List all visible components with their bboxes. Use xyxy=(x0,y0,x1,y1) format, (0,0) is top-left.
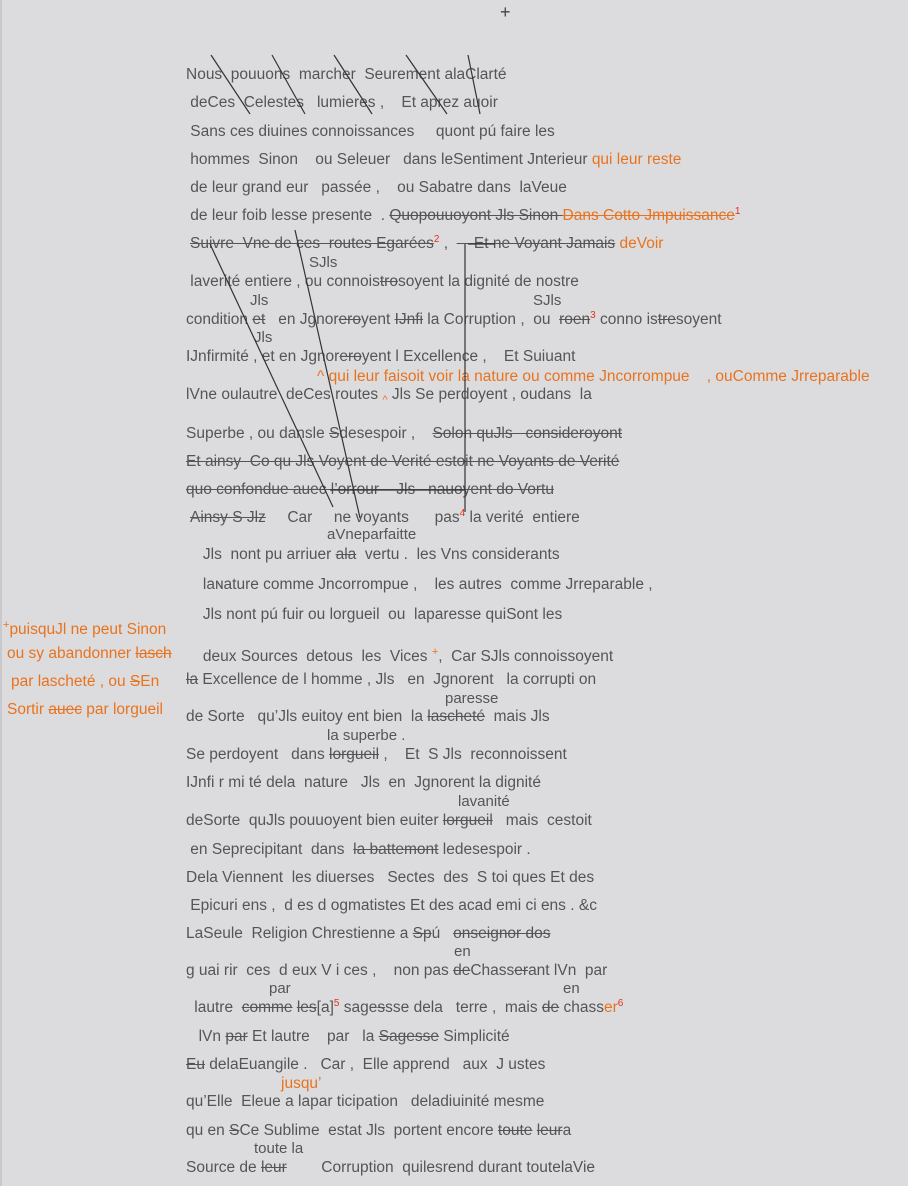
long-diagonal-stroke xyxy=(210,244,333,507)
note-number: 3 xyxy=(590,309,596,321)
note-number: 5 xyxy=(333,997,340,1009)
text-run: hommes Sinon ou Seleuer dans leSentiment Jnterieur xyxy=(186,151,592,168)
deleted-text: les xyxy=(296,999,317,1016)
text-run: en Seprecipitant dans xyxy=(186,841,354,858)
margin-text: ou sy abandonner xyxy=(7,645,136,662)
text-run: lVn xyxy=(190,1028,226,1045)
superscript-insert: aVneparfaitte xyxy=(327,526,417,543)
deleted-text: er xyxy=(514,962,529,979)
text-run: dela xyxy=(204,1056,239,1073)
note-number: 6 xyxy=(617,997,624,1009)
insertion-mark: + xyxy=(431,646,439,658)
text-run: Et lautre par la xyxy=(247,1028,379,1045)
text-run: LaSeule Religion Chrestienne a xyxy=(186,925,413,942)
deleted-text: ero xyxy=(338,311,361,328)
insertion-text: deVoir xyxy=(615,235,664,252)
diagonal-stroke xyxy=(211,55,250,114)
deleted-text: lorgueil xyxy=(329,746,380,763)
deleted-text: Quopouuoyont Jls Sinon xyxy=(389,207,563,224)
deleted-text: Solon quJls consideroyont xyxy=(432,425,623,442)
text-run: de leur foib lesse presente . xyxy=(186,207,390,224)
text-line-3: Sans ces diuines connoissances quont pú faire les xyxy=(186,123,555,140)
deleted-text: roen xyxy=(559,311,591,328)
superscript-insert: en xyxy=(454,943,471,960)
deleted-text: s xyxy=(377,999,386,1016)
text-line-18: Jls nont pú fuir ou lorgueil ou laparesse quiSont les xyxy=(190,606,563,623)
caret-mark: ^ xyxy=(382,394,388,407)
text-run: yent xyxy=(360,311,395,328)
deleted-text: S xyxy=(229,1122,240,1139)
text-run: [a] xyxy=(316,999,334,1016)
text-run: mais Jls xyxy=(485,708,550,725)
text-run: chass xyxy=(559,999,604,1016)
deleted-text: Suivre Vne de ces routes Egarées xyxy=(190,235,434,252)
text-line-1: Nous pouuons marcher Seurement alaClarté xyxy=(186,66,507,83)
deleted-text: lorgueil xyxy=(442,812,493,829)
insertion-text: qui leur reste xyxy=(591,151,682,168)
superscript-insert: la superbe . xyxy=(327,727,406,744)
note-number: 1 xyxy=(734,205,741,217)
deleted-text: Eu xyxy=(186,1056,205,1073)
text-run: qu en xyxy=(186,1122,230,1139)
text-run: deSorte quJls pouuoyent bien euiter xyxy=(186,812,443,829)
deleted-text: toute xyxy=(497,1122,533,1139)
diagonal-stroke xyxy=(334,55,372,114)
text-run: Excellence de l homme , Jls en Jgnorent la corrupti on xyxy=(198,671,597,688)
deleted-text: leur xyxy=(536,1122,563,1139)
margin-plus: + xyxy=(3,619,10,631)
diagonal-stroke xyxy=(468,55,480,114)
margin-text: par lascheté , ou xyxy=(11,673,130,690)
deleted-insertion: Dans Cotto Jmpuissance xyxy=(562,207,735,224)
text-run: Se perdoyent dans xyxy=(186,746,330,763)
inserted-orange-line: ^ qui leur faisoit voir la nature ou comme Jncorrompue , ouComme Jrreparable xyxy=(317,368,870,385)
text-run: ant lVn par xyxy=(528,962,608,979)
deleted-text: de xyxy=(453,962,471,979)
margin-text: par lorgueil xyxy=(81,701,163,718)
text-line-27: Epicuri ens , d es d ogmatistes Et des acad emi ci ens . &c xyxy=(186,897,597,914)
deleted-text: tro xyxy=(379,273,398,290)
superscript-insert: paresse xyxy=(445,690,499,707)
text-run: desespoir , xyxy=(339,425,433,442)
note-number: 4 xyxy=(459,507,466,519)
margin-deletion: S xyxy=(129,673,141,690)
deleted-text: Et ainsy Co qu Jls Voyent de Verité estoit ne Voyants de Verité xyxy=(186,453,620,470)
text-run: Jls nont pu arriuer xyxy=(190,546,336,563)
superscript-insert: en xyxy=(563,980,580,997)
text-run: lVne oulautre deCes routes xyxy=(186,386,383,403)
superscript-insert: SJls xyxy=(309,254,338,271)
superscript-insert: Jls xyxy=(250,292,269,309)
text-run: mais cestoit xyxy=(492,812,592,829)
text-run: conno is xyxy=(595,311,658,328)
deleted-text: quo confondue auec l’orrour Jls nauoyent do Vortu xyxy=(186,481,554,498)
deleted-text: onseignor dos xyxy=(453,925,551,942)
deleted-text: Et ne Voyant Jamais xyxy=(456,235,616,252)
deleted-text: lascheté xyxy=(427,708,485,725)
crosshair-marker: + xyxy=(500,2,511,22)
deleted-text: comme xyxy=(241,999,293,1016)
margin-text: En xyxy=(140,673,160,690)
deleted-text: S xyxy=(329,425,340,442)
text-run: Source de xyxy=(186,1159,261,1176)
text-run: sage xyxy=(339,999,378,1016)
text-run: deux Sources detous les Vices xyxy=(190,648,432,666)
margin-text: Sortir xyxy=(7,701,49,718)
deleted-text: par xyxy=(225,1028,248,1045)
deleted-text: ala xyxy=(335,546,357,563)
text-run: , xyxy=(439,235,457,252)
text-run: Corruption quilesrend durant toutelaVie xyxy=(286,1159,596,1176)
text-run: la Corruption , ou xyxy=(423,311,560,328)
text-run: IJnfirmité , et en Jgnor xyxy=(186,348,340,365)
deleted-text: de xyxy=(541,999,560,1016)
text-run: Car ne voyants pas xyxy=(265,509,460,526)
text-run: yent l Excellence , Et Suiuant xyxy=(361,348,576,365)
text-run: Jls Se perdoyent , oudans la xyxy=(387,386,592,403)
text-line-33: qu’Elle Eleue a lapar ticipation deladiuinité mesme xyxy=(186,1093,545,1110)
margin-text: puisquJl ne peut Sinon xyxy=(9,621,167,639)
text-run: sse dela terre , mais xyxy=(385,999,542,1016)
margin-deletion: auec xyxy=(48,701,82,718)
text-run: ledesespoir . xyxy=(438,841,531,858)
text-run: soyent la dignité de nostre xyxy=(397,273,579,290)
text-run: a xyxy=(562,1122,572,1139)
deleted-text: Ainsy S Jlz xyxy=(190,509,266,526)
superscript-insert: toute la xyxy=(254,1140,304,1157)
deleted-text: et xyxy=(252,311,266,328)
text-run: soyent xyxy=(675,311,722,328)
text-run: g uai rir ces d eux V i ces , non pas xyxy=(186,962,454,979)
deleted-text: Sagesse xyxy=(378,1028,440,1045)
superscript-insert: Jls xyxy=(254,329,273,346)
superscript-insert: lavanité xyxy=(458,793,510,810)
text-run: lautre xyxy=(190,999,242,1016)
superscript-insert: SJls xyxy=(533,292,562,309)
text-run: de Sorte qu’Jls euitoy ent bien la xyxy=(186,708,428,725)
text-line-17: laɴature comme Jncorrompue , les autres comme Jrreparable , xyxy=(190,576,653,593)
text-run: Euangile . Car , Elle apprend aux J ustes xyxy=(238,1056,546,1073)
text-run: Simplicité xyxy=(439,1028,510,1045)
text-run: laverité entiere , ou connois xyxy=(186,273,380,290)
note-number: 2 xyxy=(433,233,440,245)
superscript-insert-orange: jusqu’ xyxy=(281,1075,322,1092)
text-run: vertu . les Vns considerants xyxy=(356,546,560,563)
text-line-26: Dela Viennent les diuerses Sectes des S toi ques Et des xyxy=(186,869,595,886)
superscript-insert: par xyxy=(269,980,291,997)
text-run: , Car SJls connoissoyent xyxy=(438,648,614,666)
text-run: la verité entiere xyxy=(465,509,580,526)
text-run: Chass xyxy=(470,962,515,979)
diagonal-stroke xyxy=(406,55,447,114)
text-line-23: IJnfi r mi té dela nature Jls en Jgnorent la dignité xyxy=(186,774,541,791)
insertion-text: er xyxy=(603,999,618,1016)
text-run: en Jgnor xyxy=(265,311,339,328)
text-run: Ce Sublime estat Jls portent encore xyxy=(239,1122,498,1139)
deleted-text: la battemont xyxy=(353,841,439,858)
text-line-2: deCes Celestes lumieres , Et aprez auoir xyxy=(186,94,498,111)
diagonal-stroke xyxy=(272,55,305,114)
deleted-text: IJnfi xyxy=(394,311,423,328)
text-line-5: de leur grand eur passée , ou Sabatre dans laVeue xyxy=(186,179,567,196)
text-run: condition xyxy=(186,311,253,328)
margin-deletion: lasch xyxy=(135,645,172,662)
deleted-text: ero xyxy=(339,348,362,365)
text-run: ú xyxy=(431,925,454,942)
text-run: , Et S Jls reconnoissent xyxy=(379,746,567,763)
long-diagonal-stroke xyxy=(295,230,360,518)
deleted-text: tre xyxy=(657,311,676,328)
deleted-text: Sp xyxy=(412,925,432,942)
text-run: Superbe , ou dansle xyxy=(186,425,330,442)
deleted-text: la xyxy=(186,671,199,688)
deleted-text: leur xyxy=(260,1159,287,1176)
